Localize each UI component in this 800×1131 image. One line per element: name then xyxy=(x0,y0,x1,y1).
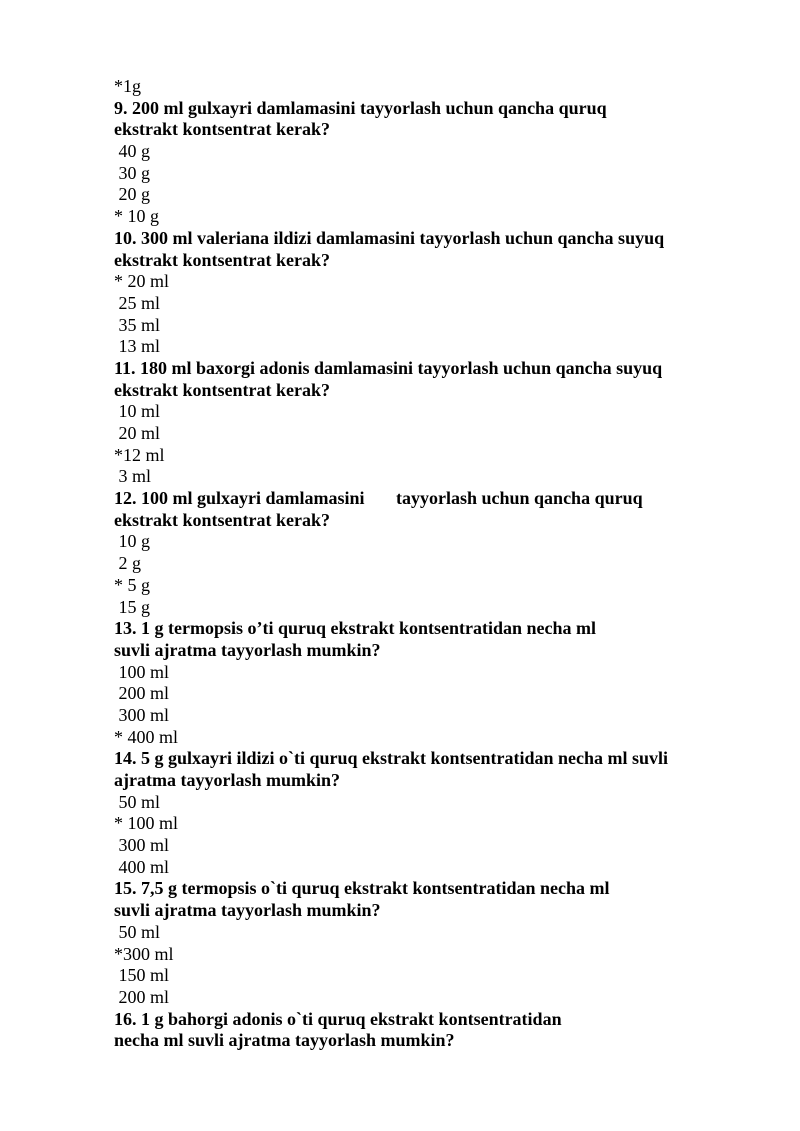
question-text: 16. 1 g bahorgi adonis o`ti quruq ekstrakt kontsentratidan xyxy=(114,1008,562,1029)
question-text: 11. 180 ml baxorgi adonis damlamasini tayyorlash uchun qancha suyuq xyxy=(114,357,663,378)
answer-option: 300 ml xyxy=(114,835,170,856)
answer-option: 100 ml xyxy=(114,661,170,682)
question-block xyxy=(114,358,714,488)
document-content xyxy=(114,76,714,1052)
answer-option: 40 g xyxy=(114,141,150,162)
answer-option: 400 ml xyxy=(114,856,170,877)
answer-option: 15 g xyxy=(114,596,150,617)
question-block xyxy=(114,488,714,618)
answer-option: *300 ml xyxy=(114,943,174,964)
question-text: ekstrakt kontsentrat kerak? xyxy=(114,379,330,400)
question-text: necha ml suvli ajratma tayyorlash mumkin? xyxy=(114,1030,455,1051)
answer-option: 35 ml xyxy=(114,314,161,335)
question-text: 14. 5 g gulxayri ildizi o`ti quruq ekstrakt kontsentratidan necha ml suvli xyxy=(114,748,669,769)
answer-option: 25 ml xyxy=(114,292,161,313)
question-text: 12. 100 ml gulxayri damlamasini tayyorlash uchun qancha quruq xyxy=(114,488,643,509)
question-block xyxy=(114,98,714,228)
question-text: 10. 300 ml valeriana ildizi damlamasini tayyorlash uchun qancha suyuq xyxy=(114,227,665,248)
answer-option: * 10 g xyxy=(114,206,159,227)
answer-option: 13 ml xyxy=(114,336,161,357)
question-text: 15. 7,5 g termopsis o`ti quruq ekstrakt kontsentratidan necha ml xyxy=(114,878,610,899)
question-text: ajratma tayyorlash mumkin? xyxy=(114,770,340,790)
question-list xyxy=(114,98,714,1052)
answer-option: 10 ml xyxy=(114,401,161,422)
answer-option: 50 ml xyxy=(114,921,161,942)
answer-option: 20 ml xyxy=(114,423,161,443)
answer-option: *12 ml xyxy=(114,444,165,465)
question-text: suvli ajratma tayyorlash mumkin? xyxy=(114,639,381,660)
question-block xyxy=(114,618,714,748)
answer-option: 200 ml xyxy=(114,683,170,704)
question-block xyxy=(114,748,714,878)
answer-option: 2 g xyxy=(114,553,141,574)
answer-option: 3 ml xyxy=(114,466,152,487)
answer-option: 30 g xyxy=(114,162,150,183)
question-text: ekstrakt kontsentrat kerak? xyxy=(114,119,330,140)
answer-option: 200 ml xyxy=(114,986,170,1007)
question-block xyxy=(114,1009,714,1052)
answer-option: * 400 ml xyxy=(114,726,179,747)
answer-option: * 100 ml xyxy=(114,813,179,834)
answer-option: 150 ml xyxy=(114,965,170,986)
answer-option: 20 g xyxy=(114,184,150,205)
question-text: 13. 1 g termopsis o’ti quruq ekstrakt kontsentratidan necha ml xyxy=(114,618,597,639)
question-block xyxy=(114,228,714,358)
question-text: 9. 200 ml gulxayri damlamasini tayyorlash uchun qancha quruq xyxy=(114,97,607,118)
question-text: suvli ajratma tayyorlash mumkin? xyxy=(114,900,381,921)
question-text: ekstrakt kontsentrat kerak? xyxy=(114,509,330,530)
lead-answer: *1g xyxy=(114,76,141,96)
answer-option: 50 ml xyxy=(114,791,161,812)
question-block xyxy=(114,878,714,1008)
answer-option: * 5 g xyxy=(114,574,150,595)
answer-option: 10 g xyxy=(114,531,150,552)
question-text: ekstrakt kontsentrat kerak? xyxy=(114,249,330,270)
answer-option: * 20 ml xyxy=(114,271,170,292)
answer-option: 300 ml xyxy=(114,704,170,725)
